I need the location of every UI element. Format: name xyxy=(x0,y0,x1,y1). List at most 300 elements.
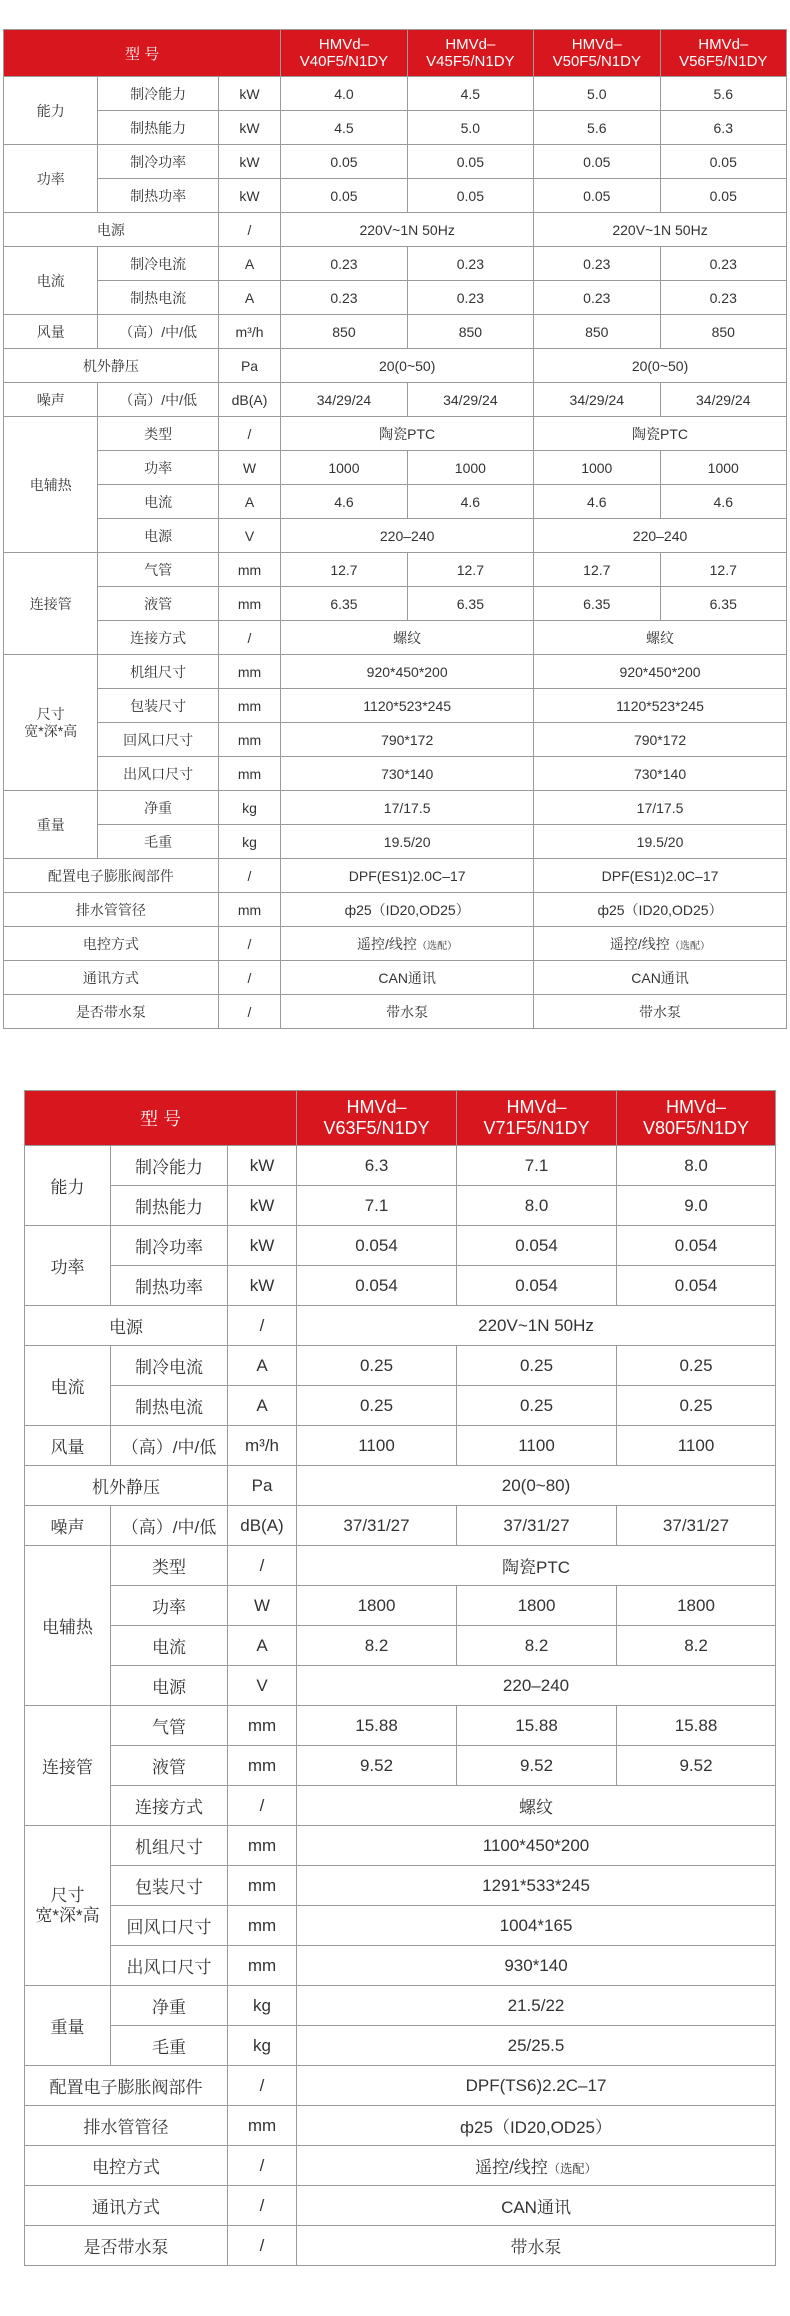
row-unit: mm xyxy=(218,723,280,757)
value-cell: CAN通讯 xyxy=(281,961,534,995)
row-unit: kg xyxy=(228,1986,297,2026)
row-unit: kg xyxy=(228,2026,297,2066)
table-row xyxy=(4,519,787,553)
table-row xyxy=(4,859,787,893)
value-cell: 220V~1N 50Hz xyxy=(297,1306,776,1346)
row-label: 液管 xyxy=(98,587,218,621)
row-unit: / xyxy=(228,1786,297,1826)
model-name xyxy=(297,1091,457,1146)
model-name-line: V50F5/N1DY xyxy=(552,53,641,70)
model-name-line: V40F5/N1DY xyxy=(299,53,389,70)
row-label: 机组尺寸 xyxy=(98,655,218,689)
table-row xyxy=(25,1226,776,1266)
value-cell: 0.05 xyxy=(407,179,533,213)
value-cell: 850 xyxy=(281,315,407,349)
row-label: 毛重 xyxy=(111,2026,228,2066)
value-cell: 34/29/24 xyxy=(660,383,787,417)
row-label: （高）/中/低 xyxy=(111,1506,228,1546)
value-cell: 12.7 xyxy=(534,553,660,587)
value-cell: 0.05 xyxy=(534,145,660,179)
optional-note: （选配） xyxy=(416,940,458,952)
value-cell: 1000 xyxy=(281,451,407,485)
row-group: 连接管 xyxy=(4,553,98,655)
model-name-line: V56F5/N1DY xyxy=(679,53,768,70)
row-unit: mm xyxy=(228,1826,297,1866)
model-name-line: V63F5/N1DY xyxy=(323,1118,430,1138)
value-cell: 4.6 xyxy=(407,485,533,519)
row-unit: mm xyxy=(228,1746,297,1786)
row-unit: / xyxy=(218,417,280,451)
value-cell: 8.0 xyxy=(617,1146,776,1186)
row-unit: A xyxy=(218,281,280,315)
value-cell: 0.25 xyxy=(297,1346,457,1386)
value-cell: 1100*450*200 xyxy=(297,1826,776,1866)
value-cell: 12.7 xyxy=(660,553,787,587)
row-group: 电流 xyxy=(4,247,98,315)
value-cell: 陶瓷PTC xyxy=(281,417,534,451)
value-cell: 0.25 xyxy=(457,1386,617,1426)
model-name xyxy=(281,30,407,77)
value-cell: 0.05 xyxy=(407,145,533,179)
row-unit: / xyxy=(218,927,280,961)
row-group: 噪声 xyxy=(25,1506,111,1546)
model-name-line: V45F5/N1DY xyxy=(426,53,515,70)
table-row xyxy=(4,111,787,145)
value-cell: 7.1 xyxy=(457,1146,617,1186)
table-row xyxy=(25,2066,776,2106)
row-label: 制热电流 xyxy=(98,281,218,315)
value-cell: 220–240 xyxy=(281,519,534,553)
value-cell: 34/29/24 xyxy=(534,383,660,417)
row-unit: W xyxy=(218,451,280,485)
row-label: 机组尺寸 xyxy=(111,1826,228,1866)
table-row xyxy=(4,757,787,791)
table-row xyxy=(4,927,787,961)
row-label: 电控方式 xyxy=(25,2146,228,2186)
value-cell: 陶瓷PTC xyxy=(297,1546,776,1586)
value-cell: 陶瓷PTC xyxy=(534,417,787,451)
row-group: 电流 xyxy=(25,1346,111,1426)
row-unit: kW xyxy=(228,1226,297,1266)
value-cell: 1800 xyxy=(457,1586,617,1626)
value-cell: 6.35 xyxy=(407,587,533,621)
row-label: 净重 xyxy=(111,1986,228,2026)
row-unit: mm xyxy=(228,1706,297,1746)
row-label: 制热电流 xyxy=(111,1386,228,1426)
value-cell: 1100 xyxy=(617,1426,776,1466)
row-unit: kW xyxy=(218,179,280,213)
value-cell: 0.23 xyxy=(534,281,660,315)
row-label: 出风口尺寸 xyxy=(111,1946,228,1986)
value-cell: 4.0 xyxy=(281,77,407,111)
value-cell: 920*450*200 xyxy=(534,655,787,689)
table-row xyxy=(25,1946,776,1986)
row-unit: / xyxy=(228,2146,297,2186)
model-name-line: V71F5/N1DY xyxy=(483,1118,590,1138)
row-label: 电流 xyxy=(98,485,218,519)
row-unit: Pa xyxy=(228,1466,297,1506)
table-row xyxy=(25,1466,776,1506)
row-label: 液管 xyxy=(111,1746,228,1786)
table-row xyxy=(25,1986,776,2026)
row-label: 制冷能力 xyxy=(111,1146,228,1186)
model-name-line: HMVd– xyxy=(445,35,496,53)
value-cell: 1120*523*245 xyxy=(534,689,787,723)
value-cell: 1100 xyxy=(457,1426,617,1466)
value-cell: 8.0 xyxy=(457,1186,617,1226)
row-label: 功率 xyxy=(111,1586,228,1626)
row-unit: A xyxy=(218,247,280,281)
value-cell: 0.054 xyxy=(617,1266,776,1306)
row-label: 是否带水泵 xyxy=(4,995,219,1029)
value-cell: 5.6 xyxy=(534,111,660,145)
model-name xyxy=(617,1091,776,1146)
row-unit: dB(A) xyxy=(228,1506,297,1546)
value-cell: 0.05 xyxy=(534,179,660,213)
model-name-line: HMVd– xyxy=(346,1097,407,1118)
value-cell: 0.05 xyxy=(281,179,407,213)
table-row xyxy=(25,1826,776,1866)
value-cell: 1100 xyxy=(297,1426,457,1466)
table-row xyxy=(4,247,787,281)
table-row xyxy=(4,689,787,723)
row-unit: W xyxy=(228,1586,297,1626)
value-cell: 0.25 xyxy=(617,1386,776,1426)
table-row xyxy=(4,213,787,247)
value-cell: CAN通讯 xyxy=(297,2186,776,2226)
optional-note: （选配） xyxy=(547,2162,597,2176)
value-cell: 850 xyxy=(407,315,533,349)
value-cell: 21.5/22 xyxy=(297,1986,776,2026)
table-row xyxy=(4,349,787,383)
value-cell: 1004*165 xyxy=(297,1906,776,1946)
row-label: 功率 xyxy=(98,451,218,485)
model-name xyxy=(457,1091,617,1146)
value-cell: 1000 xyxy=(660,451,787,485)
row-unit: / xyxy=(218,621,280,655)
model-name-line: V80F5/N1DY xyxy=(642,1118,750,1138)
table-row xyxy=(25,1186,776,1226)
value-cell: 20(0~50) xyxy=(534,349,787,383)
row-unit: mm xyxy=(218,689,280,723)
value-cell: 0.05 xyxy=(660,145,787,179)
value-cell: 930*140 xyxy=(297,1946,776,1986)
value-cell: 20(0~50) xyxy=(281,349,534,383)
table-row xyxy=(25,1786,776,1826)
value-cell xyxy=(281,927,534,961)
value-cell: 15.88 xyxy=(297,1706,457,1746)
model-header-label: 型 号 xyxy=(25,1091,297,1146)
value-cell: 220–240 xyxy=(297,1666,776,1706)
value-cell: 220–240 xyxy=(534,519,787,553)
value-cell: 6.35 xyxy=(281,587,407,621)
table-row xyxy=(4,621,787,655)
table-row xyxy=(4,995,787,1029)
row-label: 排水管管径 xyxy=(4,893,219,927)
value-cell: 19.5/20 xyxy=(534,825,787,859)
value-cell: 0.054 xyxy=(297,1266,457,1306)
table-row xyxy=(4,893,787,927)
value-cell: 0.23 xyxy=(407,247,533,281)
value-cell: 17/17.5 xyxy=(534,791,787,825)
row-unit: kW xyxy=(218,77,280,111)
value-cell: 螺纹 xyxy=(297,1786,776,1826)
row-unit: mm xyxy=(218,553,280,587)
model-name-line: HMVd– xyxy=(698,35,749,53)
value-cell: 730*140 xyxy=(281,757,534,791)
table-row xyxy=(4,451,787,485)
value-cell: 0.054 xyxy=(457,1226,617,1266)
row-group xyxy=(25,1826,111,1986)
table-row xyxy=(25,1346,776,1386)
row-label: 通讯方式 xyxy=(25,2186,228,2226)
table-row xyxy=(25,1386,776,1426)
value-cell: 12.7 xyxy=(281,553,407,587)
row-unit: / xyxy=(228,2186,297,2226)
row-label: 制冷功率 xyxy=(111,1226,228,1266)
value-cell: 0.23 xyxy=(660,281,787,315)
row-group: 功率 xyxy=(4,145,98,213)
table-row xyxy=(4,655,787,689)
row-unit: dB(A) xyxy=(218,383,280,417)
row-label: 机外静压 xyxy=(25,1466,228,1506)
row-label: 制热能力 xyxy=(98,111,218,145)
model-name-line: HMVd– xyxy=(318,35,369,53)
row-label: 电控方式 xyxy=(4,927,219,961)
header-row xyxy=(4,30,787,77)
row-unit: A xyxy=(228,1626,297,1666)
row-group-line: 宽*深*高 xyxy=(35,1905,100,1925)
value-cell: 9.52 xyxy=(617,1746,776,1786)
value-cell: 0.25 xyxy=(457,1346,617,1386)
model-header-label: 型 号 xyxy=(4,30,281,77)
row-label: 包装尺寸 xyxy=(111,1866,228,1906)
table-row xyxy=(25,1626,776,1666)
row-unit: A xyxy=(218,485,280,519)
row-label: 是否带水泵 xyxy=(25,2226,228,2266)
table-row xyxy=(25,2226,776,2266)
spec-table-1 xyxy=(3,29,787,1029)
row-unit: m³/h xyxy=(218,315,280,349)
table-row xyxy=(4,553,787,587)
value-cell: CAN通讯 xyxy=(534,961,787,995)
row-unit: mm xyxy=(228,1946,297,1986)
value-cell: 7.1 xyxy=(297,1186,457,1226)
row-group: 风量 xyxy=(25,1426,111,1466)
row-unit: mm xyxy=(218,893,280,927)
table-row xyxy=(25,1866,776,1906)
value-cell: 0.23 xyxy=(407,281,533,315)
value-cell xyxy=(297,2146,776,2186)
value-cell: 20(0~80) xyxy=(297,1466,776,1506)
table-row xyxy=(25,2146,776,2186)
value-cell: 25/25.5 xyxy=(297,2026,776,2066)
row-group: 连接管 xyxy=(25,1706,111,1826)
value-cell: 6.35 xyxy=(660,587,787,621)
value-cell: DPF(ES1)2.0C–17 xyxy=(534,859,787,893)
value-cell: 0.05 xyxy=(660,179,787,213)
row-unit: A xyxy=(228,1386,297,1426)
value-text: 遥控/线控 xyxy=(609,935,670,952)
value-cell: DPF(TS6)2.2C–17 xyxy=(297,2066,776,2106)
value-cell: 6.3 xyxy=(297,1146,457,1186)
value-cell: 8.2 xyxy=(297,1626,457,1666)
table-row xyxy=(4,145,787,179)
row-label: 制热功率 xyxy=(111,1266,228,1306)
value-cell: 6.35 xyxy=(534,587,660,621)
row-group: 风量 xyxy=(4,315,98,349)
row-unit: mm xyxy=(228,2106,297,2146)
value-cell: 5.0 xyxy=(407,111,533,145)
table-row xyxy=(25,2186,776,2226)
value-text: 遥控/线控 xyxy=(475,2158,548,2177)
value-cell: 15.88 xyxy=(617,1706,776,1746)
row-unit: / xyxy=(218,961,280,995)
row-unit: mm xyxy=(218,655,280,689)
table-row xyxy=(25,1746,776,1786)
row-unit: V xyxy=(218,519,280,553)
row-label: 类型 xyxy=(111,1546,228,1586)
row-label: 回风口尺寸 xyxy=(98,723,218,757)
row-group-line: 尺寸 xyxy=(50,1885,85,1905)
row-unit: kg xyxy=(218,825,280,859)
table-row xyxy=(25,1546,776,1586)
row-unit: kW xyxy=(218,111,280,145)
row-label: 排水管管径 xyxy=(25,2106,228,2146)
table-row xyxy=(25,1666,776,1706)
value-cell: 5.0 xyxy=(534,77,660,111)
value-cell: 0.23 xyxy=(534,247,660,281)
value-cell: ф25（ID20,OD25） xyxy=(534,893,787,927)
row-label: 包装尺寸 xyxy=(98,689,218,723)
table-row xyxy=(25,2026,776,2066)
value-cell: 4.6 xyxy=(281,485,407,519)
value-cell: 8.2 xyxy=(617,1626,776,1666)
table-row xyxy=(4,417,787,451)
table-row xyxy=(25,2106,776,2146)
model-name xyxy=(660,30,787,77)
value-cell: DPF(ES1)2.0C–17 xyxy=(281,859,534,893)
row-group: 电辅热 xyxy=(4,417,98,553)
table-row xyxy=(25,1146,776,1186)
row-label: 电源 xyxy=(98,519,218,553)
value-cell: 34/29/24 xyxy=(281,383,407,417)
value-cell: 1000 xyxy=(407,451,533,485)
row-label: 出风口尺寸 xyxy=(98,757,218,791)
table-row xyxy=(4,723,787,757)
row-label: 气管 xyxy=(98,553,218,587)
value-cell: 螺纹 xyxy=(534,621,787,655)
value-cell: 9.52 xyxy=(297,1746,457,1786)
row-label: 配置电子膨胀阀部件 xyxy=(25,2066,228,2106)
model-name-line: HMVd– xyxy=(571,35,622,53)
row-unit: kg xyxy=(218,791,280,825)
row-label: 制热功率 xyxy=(98,179,218,213)
value-cell: 1120*523*245 xyxy=(281,689,534,723)
table-row xyxy=(25,1906,776,1946)
value-cell: 220V~1N 50Hz xyxy=(534,213,787,247)
row-label: 气管 xyxy=(111,1706,228,1746)
optional-note: （选配） xyxy=(669,940,711,952)
row-unit: V xyxy=(228,1666,297,1706)
spec-table-2 xyxy=(24,1090,776,2266)
value-cell: 0.23 xyxy=(281,281,407,315)
value-cell xyxy=(534,927,787,961)
row-unit: / xyxy=(228,1306,297,1346)
value-text: 遥控/线控 xyxy=(357,935,417,952)
row-group: 功率 xyxy=(25,1226,111,1306)
value-cell: 0.054 xyxy=(457,1266,617,1306)
table-row xyxy=(25,1306,776,1346)
value-cell: 4.5 xyxy=(281,111,407,145)
row-unit: mm xyxy=(228,1866,297,1906)
row-label: 制冷电流 xyxy=(111,1346,228,1386)
table-row xyxy=(25,1266,776,1306)
value-cell: 0.05 xyxy=(281,145,407,179)
row-unit: / xyxy=(228,2226,297,2266)
table-row xyxy=(4,179,787,213)
row-label: 制冷功率 xyxy=(98,145,218,179)
row-label: 电源 xyxy=(111,1666,228,1706)
row-unit: mm xyxy=(218,757,280,791)
value-cell: 9.0 xyxy=(617,1186,776,1226)
model-name xyxy=(534,30,660,77)
row-group: 能力 xyxy=(25,1146,111,1226)
value-cell: 850 xyxy=(534,315,660,349)
model-name-line: HMVd– xyxy=(506,1097,567,1118)
value-cell: 1291*533*245 xyxy=(297,1866,776,1906)
row-unit: mm xyxy=(218,587,280,621)
row-label: 净重 xyxy=(98,791,218,825)
row-unit: kW xyxy=(228,1146,297,1186)
table-row xyxy=(4,961,787,995)
value-cell: 4.6 xyxy=(534,485,660,519)
row-label: 电源 xyxy=(4,213,219,247)
value-cell: 37/31/27 xyxy=(297,1506,457,1546)
table-row xyxy=(25,1706,776,1746)
value-cell: 0.054 xyxy=(297,1226,457,1266)
table-row xyxy=(4,315,787,349)
row-label: （高）/中/低 xyxy=(98,315,218,349)
value-cell: 19.5/20 xyxy=(281,825,534,859)
row-unit: / xyxy=(218,859,280,893)
value-cell: 0.23 xyxy=(281,247,407,281)
row-unit: mm xyxy=(228,1906,297,1946)
row-unit: kW xyxy=(218,145,280,179)
row-group-line: 尺寸 xyxy=(36,706,65,723)
value-cell: 17/17.5 xyxy=(281,791,534,825)
row-group: 电辅热 xyxy=(25,1546,111,1706)
row-unit: m³/h xyxy=(228,1426,297,1466)
value-cell: 1800 xyxy=(297,1586,457,1626)
row-unit: / xyxy=(228,2066,297,2106)
row-unit: Pa xyxy=(218,349,280,383)
value-cell: 4.6 xyxy=(660,485,787,519)
table-row xyxy=(4,281,787,315)
row-label: （高）/中/低 xyxy=(98,383,218,417)
value-cell: 5.6 xyxy=(660,77,787,111)
row-group: 重量 xyxy=(4,791,98,859)
value-cell: 8.2 xyxy=(457,1626,617,1666)
value-cell: 带水泵 xyxy=(281,995,534,1029)
table-row xyxy=(4,77,787,111)
row-unit: kW xyxy=(228,1186,297,1226)
row-label: 类型 xyxy=(98,417,218,451)
model-name xyxy=(407,30,533,77)
value-cell: 螺纹 xyxy=(281,621,534,655)
row-group-line: 宽*深*高 xyxy=(24,722,78,739)
value-cell: 1000 xyxy=(534,451,660,485)
